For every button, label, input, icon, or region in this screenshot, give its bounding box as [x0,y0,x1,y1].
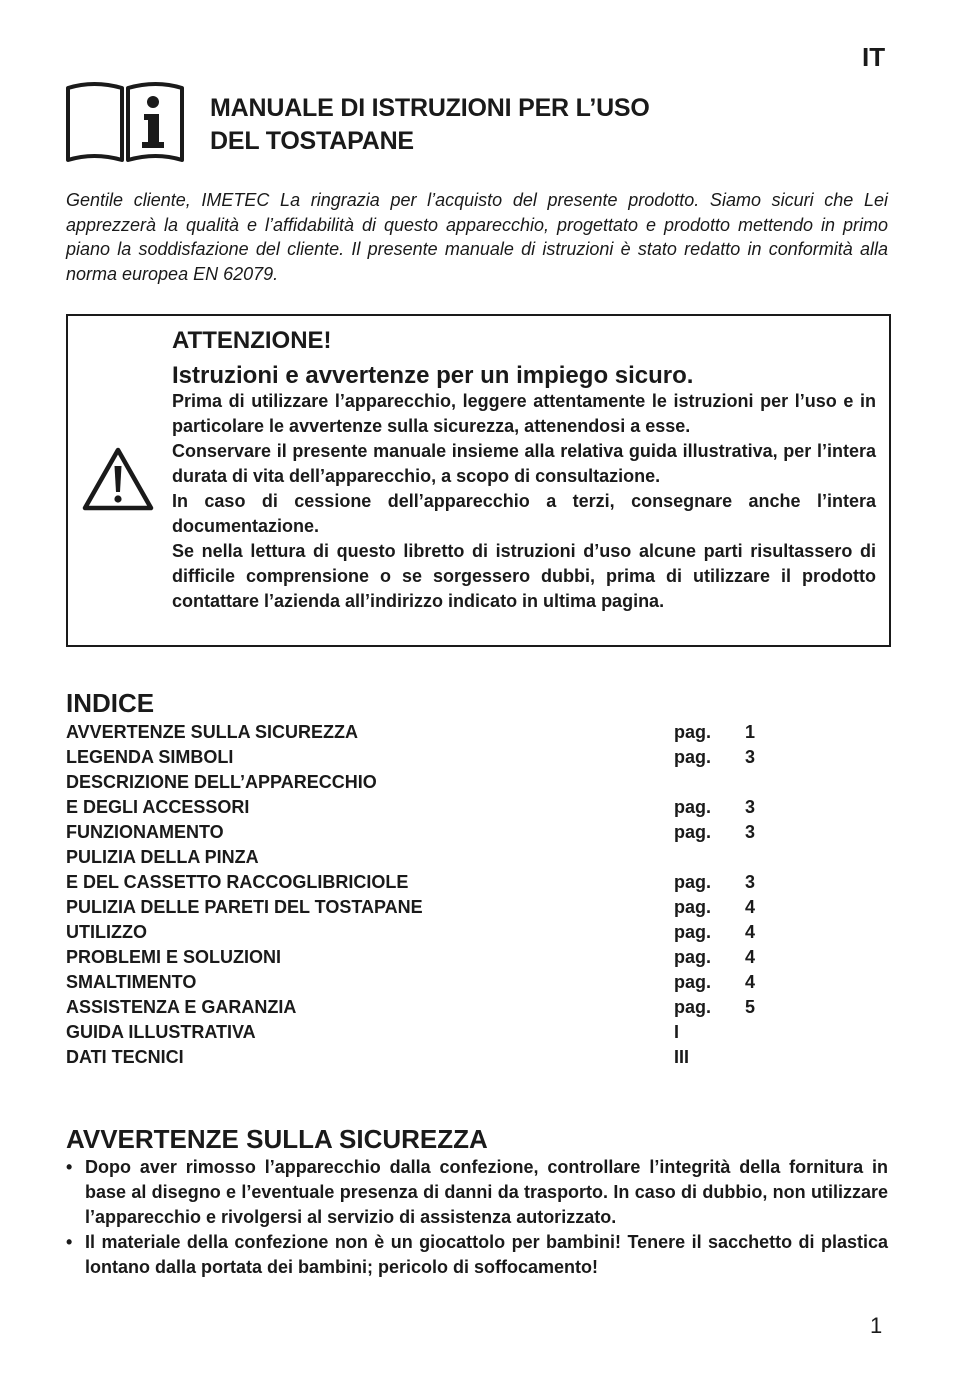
toc-pag: pag. [674,747,712,767]
toc-label: E DEL CASSETTO RACCOGLIBRICIOLE [66,872,409,892]
toc-row [66,970,786,995]
warning-paragraph: Se nella lettura di questo libretto di istruzioni d’uso alcune parti risultassero di difficile comprensione o se sorgessero dubbi, prima di utilizzare il prodotto contattare l’azienda all’indirizzo indicato in ultima pagina. [172,541,876,611]
toc-label: E DEGLI ACCESSORI [66,797,250,817]
toc-label: SMALTIMENTO [66,972,197,992]
warning-paragraph: Conservare il presente manuale insieme alla relativa guida illustrativa, per l’intera durata di vita dell’apparecchio, a scopo di consultazione. [172,441,876,486]
toc-pag: pag. [674,897,712,917]
warning-subheading: Istruzioni e avvertenze per un impiego sicuro. [172,362,694,389]
toc-label: PROBLEMI E SOLUZIONI [66,947,282,967]
toc-label: GUIDA ILLUSTRATIVA [66,1022,256,1042]
toc-pag: pag. [674,872,712,892]
safety-item-text: Dopo aver rimosso l’apparecchio dalla confezione, controllare l’integrità della fornitura in base al disegno e l’eventuale presenza di danni da trasporto. In caso di dubbio, non utilizzare l’apparecchio e rivolgersi al servizio di assistenza autorizzato. [85,1157,888,1227]
warning-text [172,389,876,614]
toc-row [66,1045,786,1070]
toc-label: AVVERTENZE SULLA SICUREZZA [66,722,359,742]
toc-pag: pag. [674,822,712,842]
toc-row [66,820,786,845]
toc-pag: I [674,1022,680,1042]
toc-pag: III [674,1047,690,1067]
language-code: IT [862,42,886,72]
toc-row [66,870,786,895]
toc-row [66,845,786,870]
manual-info-icon [64,78,186,168]
intro-paragraph: Gentile cliente, IMETEC La ringrazia per l’acquisto del presente prodotto. Siamo sicuri che Lei apprezzerà la qualità e l’affidabilità di questo apparecchio, progettato e prodotto mettendo in primo piano la soddisfazione del cliente. Il presente manuale di istruzioni è stato redatto in conformità alla norma europea EN 62079. [66,190,888,284]
toc-row [66,945,786,970]
toc-row [66,995,786,1020]
toc-page-number: 3 [745,822,756,842]
toc-page-number: 3 [745,747,756,767]
bullet-icon: • [66,1157,73,1177]
manual-title-line-2: DEL TOSTAPANE [210,127,414,155]
page-number: 1 [870,1313,883,1338]
warning-paragraph: In caso di cessione dell’apparecchio a terzi, consegnare anche l’intera documentazione. [172,491,876,536]
toc-row [66,895,786,920]
toc-label: UTILIZZO [66,922,147,942]
toc-label: DESCRIZIONE DELL’APPARECCHIO [66,772,377,792]
toc-page-number: 3 [745,797,756,817]
toc-pag: pag. [674,997,712,1017]
manual-title [210,92,650,158]
toc-label: PULIZIA DELLE PARETI DEL TOSTAPANE [66,897,423,917]
toc-page-number: 4 [745,972,756,992]
toc-row [66,920,786,945]
toc-page-number: 4 [745,947,756,967]
safety-list-item [66,1155,888,1230]
toc-label: PULIZIA DELLA PINZA [66,847,259,867]
warning-box [66,314,891,647]
toc-page-number: 1 [745,722,756,742]
manual-title-line-1: MANUALE DI ISTRUZIONI PER L’USO [210,94,650,122]
warning-paragraph: Prima di utilizzare l’apparecchio, leggere attentamente le istruzioni per l’uso e in particolare le avvertenze sulla sicurezza, attenendosi a esse. [172,391,876,436]
toc-row [66,745,786,770]
bullet-icon: • [66,1232,73,1252]
toc-label: FUNZIONAMENTO [66,822,224,842]
toc-page-number: 3 [745,872,756,892]
toc-row [66,720,786,745]
toc-label: ASSISTENZA E GARANZIA [66,997,297,1017]
index-title: INDICE [66,688,155,718]
warning-heading: ATTENZIONE! [172,327,332,354]
safety-section-title: AVVERTENZE SULLA SICUREZZA [66,1124,488,1154]
toc-pag: pag. [674,972,712,992]
toc-row [66,795,786,820]
toc-pag: pag. [674,797,712,817]
toc-pag: pag. [674,947,712,967]
safety-item-text: Il materiale della confezione non è un giocattolo per bambini! Tenere il sacchetto di plastica lontano dalla portata dei bambini; pericolo di soffocamento! [85,1232,888,1277]
toc-pag: pag. [674,722,712,742]
toc-page-number: 4 [745,897,756,917]
toc-label: LEGENDA SIMBOLI [66,747,234,767]
safety-list-item [66,1230,888,1280]
table-of-contents [66,720,786,1070]
toc-label: DATI TECNICI [66,1047,184,1067]
toc-row [66,770,786,795]
toc-pag: pag. [674,922,712,942]
toc-page-number: 4 [745,922,756,942]
toc-page-number: 5 [745,997,756,1017]
warning-triangle-icon [81,446,155,512]
toc-row [66,1020,786,1045]
safety-list [66,1155,888,1280]
